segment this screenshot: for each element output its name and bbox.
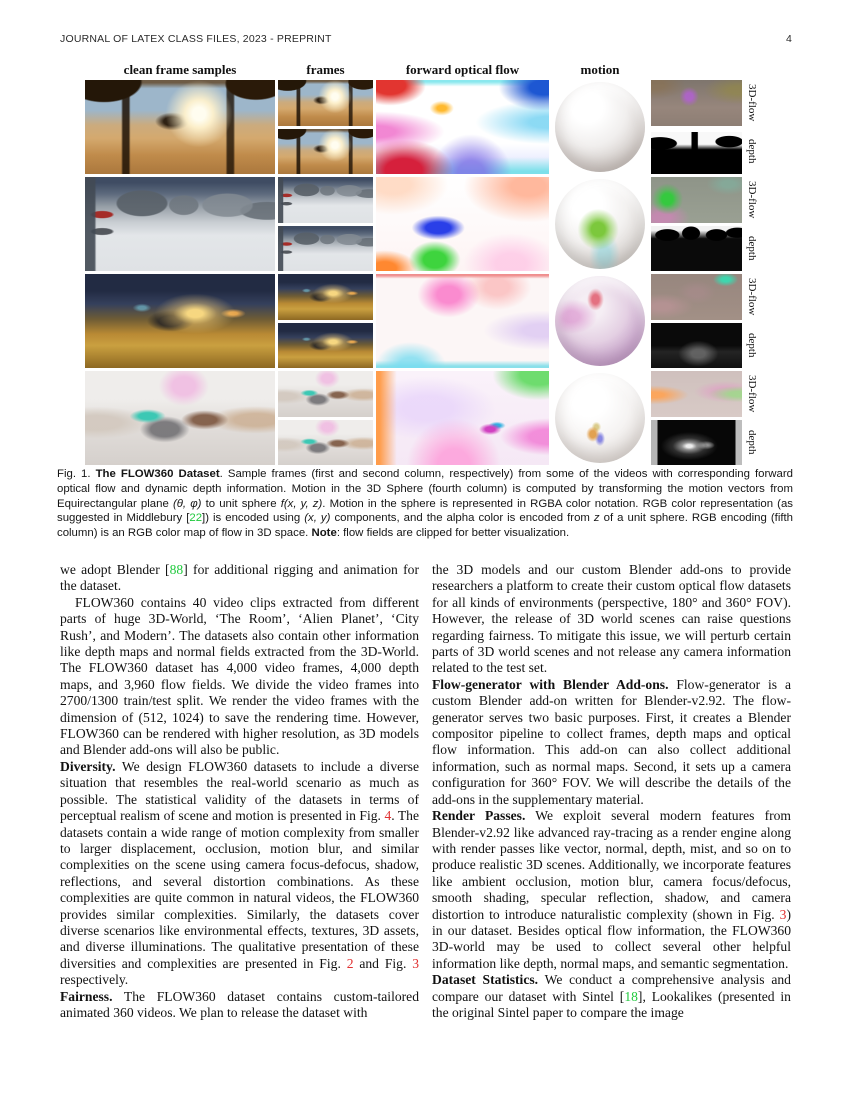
motion-panel — [552, 274, 648, 368]
motion-sphere-image — [555, 373, 645, 463]
3d-flow-image — [651, 371, 742, 417]
frame-sample-image — [278, 323, 373, 369]
figure-ref-link[interactable]: 2 — [346, 955, 354, 971]
paragraph — [60, 562, 419, 595]
text-segment: Flow-generator with Blender Add-ons. — [432, 676, 669, 692]
figure-ref-link[interactable]: 3 — [412, 955, 420, 971]
citation-link[interactable]: 22 — [189, 512, 203, 525]
frames-stack — [278, 80, 373, 174]
figure-column-header-clean-frames: clean frame samples — [123, 62, 237, 77]
figure-column-header-motion: motion — [580, 62, 620, 77]
side-labels — [745, 274, 759, 368]
motion-panel — [552, 177, 648, 271]
flow-depth-stack — [651, 371, 742, 465]
depth-image — [651, 129, 742, 175]
text-segment: to unit sphere — [201, 497, 281, 510]
figure-row — [85, 274, 763, 368]
figure-1 — [85, 62, 763, 468]
text-segment: of a unit sphere. RGB encoding (fifth column) is an RGB color map of flow in 3D space. — [57, 512, 794, 540]
clean-frame-image — [85, 274, 275, 368]
text-segment: the 3D models and our custom Blender add-ons to provide researchers a platform to create their custom optical flow datasets for all kinds of environments (perspective, 180° and 360° FOV). However, the release of 3D world scenes can raise questions regarding fairness. To mitigate this issue, we will perturb certain parts of 3D world scenes and not release any camera information related to the test set. — [432, 562, 791, 676]
text-segment: f(x, y, z) — [280, 497, 323, 510]
text-segment: (θ, φ) — [172, 497, 202, 510]
page-number: 4 — [785, 33, 792, 45]
paragraph — [432, 562, 791, 677]
paragraph-fairness — [60, 989, 419, 1022]
side-label-depth: depth — [746, 236, 758, 261]
text-segment: . Sample frames (first and second column, respectively) from some of the videos with corresponding forward optical flow and dynamic depth information. Motion in the 3D Sphere (fourth column) is computed by transforming the motion vectors from Equirectangular plane — [57, 468, 793, 510]
text-segment: Note — [311, 527, 337, 540]
clean-frame-image — [85, 371, 275, 465]
text-segment: (x, y) — [304, 512, 331, 525]
figure-caption — [57, 467, 793, 541]
motion-sphere-image — [555, 276, 645, 366]
frames-stack — [278, 274, 373, 368]
paragraph-dataset-statistics — [432, 972, 791, 1021]
text-segment: . Motion in the sphere is represented in RGBA color notation. RGB color representation (as suggested in Middlebury [ — [57, 497, 793, 525]
depth-image — [651, 420, 742, 466]
motion-panel — [552, 80, 648, 174]
flow-depth-stack — [651, 177, 742, 271]
text-segment: Fairness. — [60, 988, 113, 1004]
text-segment: we adopt Blender [ — [60, 562, 170, 577]
3d-flow-image — [651, 274, 742, 320]
frame-sample-image — [278, 177, 373, 223]
text-segment: ]) is encoded using — [202, 512, 305, 525]
frame-sample-image — [278, 80, 373, 126]
text-segment: components, and the alpha color is encoded from — [330, 512, 594, 525]
text-segment: z — [593, 512, 600, 525]
text-segment: Render Passes. — [432, 808, 526, 824]
side-label-3d-flow: 3D-flow — [746, 375, 758, 413]
side-labels — [745, 371, 759, 465]
frames-stack — [278, 371, 373, 465]
clean-frame-image — [85, 177, 275, 271]
side-labels — [745, 80, 759, 174]
text-segment: ], Lookalikes (presented in the original Sintel paper to compare the image — [432, 988, 791, 1020]
text-segment: The FLOW360 dataset contains custom-tailored animated 360 videos. We plan to release the dataset with — [60, 988, 419, 1020]
paragraph — [60, 595, 419, 759]
journal-title: JOURNAL OF LATEX CLASS FILES, 2023 - PREPRINT — [60, 33, 332, 45]
figure-row — [85, 80, 763, 174]
figure-column-header-frames: frames — [306, 62, 345, 77]
text-segment: We design FLOW360 datasets to include a diverse situation that resembles the real-world scenario as much as possible. The statistical validity of the datasets in terms of perceptual realism of scene and motion is presented in Fig. — [60, 758, 419, 824]
figure-column-header-optical-flow: forward optical flow — [405, 62, 520, 77]
figure-column-header-spacer — [745, 62, 759, 78]
text-segment: We exploit several modern features from Blender-v2.92 like advanced ray-tracing as a render engine along with render passes like vector, normal, depth, mist, and so on to produce realistic 3D scenes. Additionally, we incorporate features like ambient occlusion, motion blur, camera focus/defocus, smooth shading, specular reflection, shadow, and camera distortion to introduce naturalistic complexity (shown in Fig. — [432, 808, 792, 922]
text-segment: : flow fields are clipped for better visualization. — [336, 527, 570, 540]
figure-column-header-spacer — [651, 62, 742, 78]
side-label-3d-flow: 3D-flow — [746, 181, 758, 219]
flow-depth-stack — [651, 274, 742, 368]
text-segment: Flow-generator is a custom Blender add-on written for Blender-v2.92. The flow-generator serves two basic purposes. First, it creates a Blender compositor pipeline to collect frames, depth maps and optical flow information. This add-on can also collect additional information, such as normal maps. Second, it sets up a camera configuration for 360° FOV. We will describe the details of the add-ons in the supplementary material. — [432, 676, 791, 807]
paragraph-flow-generator — [432, 677, 791, 808]
left-column — [60, 562, 419, 1021]
flow-depth-stack — [651, 80, 742, 174]
figure-column-headers — [85, 62, 763, 78]
depth-image — [651, 323, 742, 369]
side-label-3d-flow: 3D-flow — [746, 84, 758, 122]
paragraph-render-passes — [432, 808, 791, 972]
text-segment: Diversity. — [60, 758, 116, 774]
figure-row — [85, 371, 763, 465]
text-segment: ] for additional rigging and animation for the dataset. — [60, 562, 419, 594]
frame-sample-image — [278, 274, 373, 320]
figure-row — [85, 177, 763, 271]
running-header — [60, 33, 792, 45]
body-text — [60, 562, 791, 1021]
optical-flow-image — [376, 274, 549, 368]
text-segment: respectively. — [60, 972, 129, 988]
text-segment: The FLOW360 Dataset — [95, 468, 220, 480]
optical-flow-image — [376, 371, 549, 465]
clean-frame-image — [85, 80, 275, 174]
text-segment: We conduct a comprehensive analysis and compare our dataset with Sintel [ — [432, 972, 791, 1004]
3d-flow-image — [651, 80, 742, 126]
frame-sample-image — [278, 371, 373, 417]
motion-sphere-image — [555, 82, 645, 172]
optical-flow-image — [376, 177, 549, 271]
right-column — [432, 562, 791, 1021]
text-segment: FLOW360 contains 40 video clips extracted from different parts of huge 3D-World, ‘The Room’, ‘Alien Planet’, ‘City Rush’, and Modern’. The datasets also contain other information like depth maps and normal fields extracted from the 3D-World. The FLOW360 dataset has 4,000 video frames, 4,000 depth maps, and 3,960 flow fields. We divide the video frames into 2700/1300 train/test split. We render the video frames with the dimension of (512, 1024) to save the rendering time. However, FLOW360 can be rendered with higher resolution, as 3D models and Blender add-ons will also be public. — [60, 594, 419, 758]
motion-sphere-image — [555, 179, 645, 269]
frames-stack — [278, 177, 373, 271]
depth-image — [651, 226, 742, 272]
citation-link[interactable]: 88 — [169, 562, 184, 577]
frame-sample-image — [278, 226, 373, 272]
text-segment: Fig. 1. — [57, 468, 96, 480]
text-segment: . The datasets contain a wide range of motion complexity from smaller to larger displacement, occlusion, motion blur, and similar complexities on the scene using camera focus-defocus, shadow, reflections, and several distortion combinations. As these complexities are quite common in natural videos, the FLOW360 provides similar complexities. Similarly, the datasets cover diverse scenarios like environmental effects, textures, 3D assets, and diverse illuminations. The qualitative presentation of these diversities and complexities are presented in Fig. — [60, 808, 420, 971]
side-label-depth: depth — [746, 139, 758, 164]
optical-flow-image — [376, 80, 549, 174]
text-segment: Dataset Statistics. — [432, 972, 539, 988]
side-label-depth: depth — [746, 430, 758, 455]
side-label-3d-flow: 3D-flow — [746, 278, 758, 316]
text-segment: ) in our dataset. Besides optical flow information, the FLOW360 3D-world may be used to collect several other helpful information like depth, normal maps, and semantic segmentation. — [432, 906, 791, 971]
figure-ref-link[interactable]: 4 — [384, 808, 392, 824]
paragraph-diversity — [60, 759, 419, 989]
text-segment: and Fig. — [353, 955, 413, 971]
citation-link[interactable]: 18 — [624, 988, 638, 1004]
side-label-depth: depth — [746, 333, 758, 358]
figure-ref-link[interactable]: 3 — [779, 906, 787, 922]
frame-sample-image — [278, 420, 373, 466]
3d-flow-image — [651, 177, 742, 223]
motion-panel — [552, 371, 648, 465]
side-labels — [745, 177, 759, 271]
frame-sample-image — [278, 129, 373, 175]
